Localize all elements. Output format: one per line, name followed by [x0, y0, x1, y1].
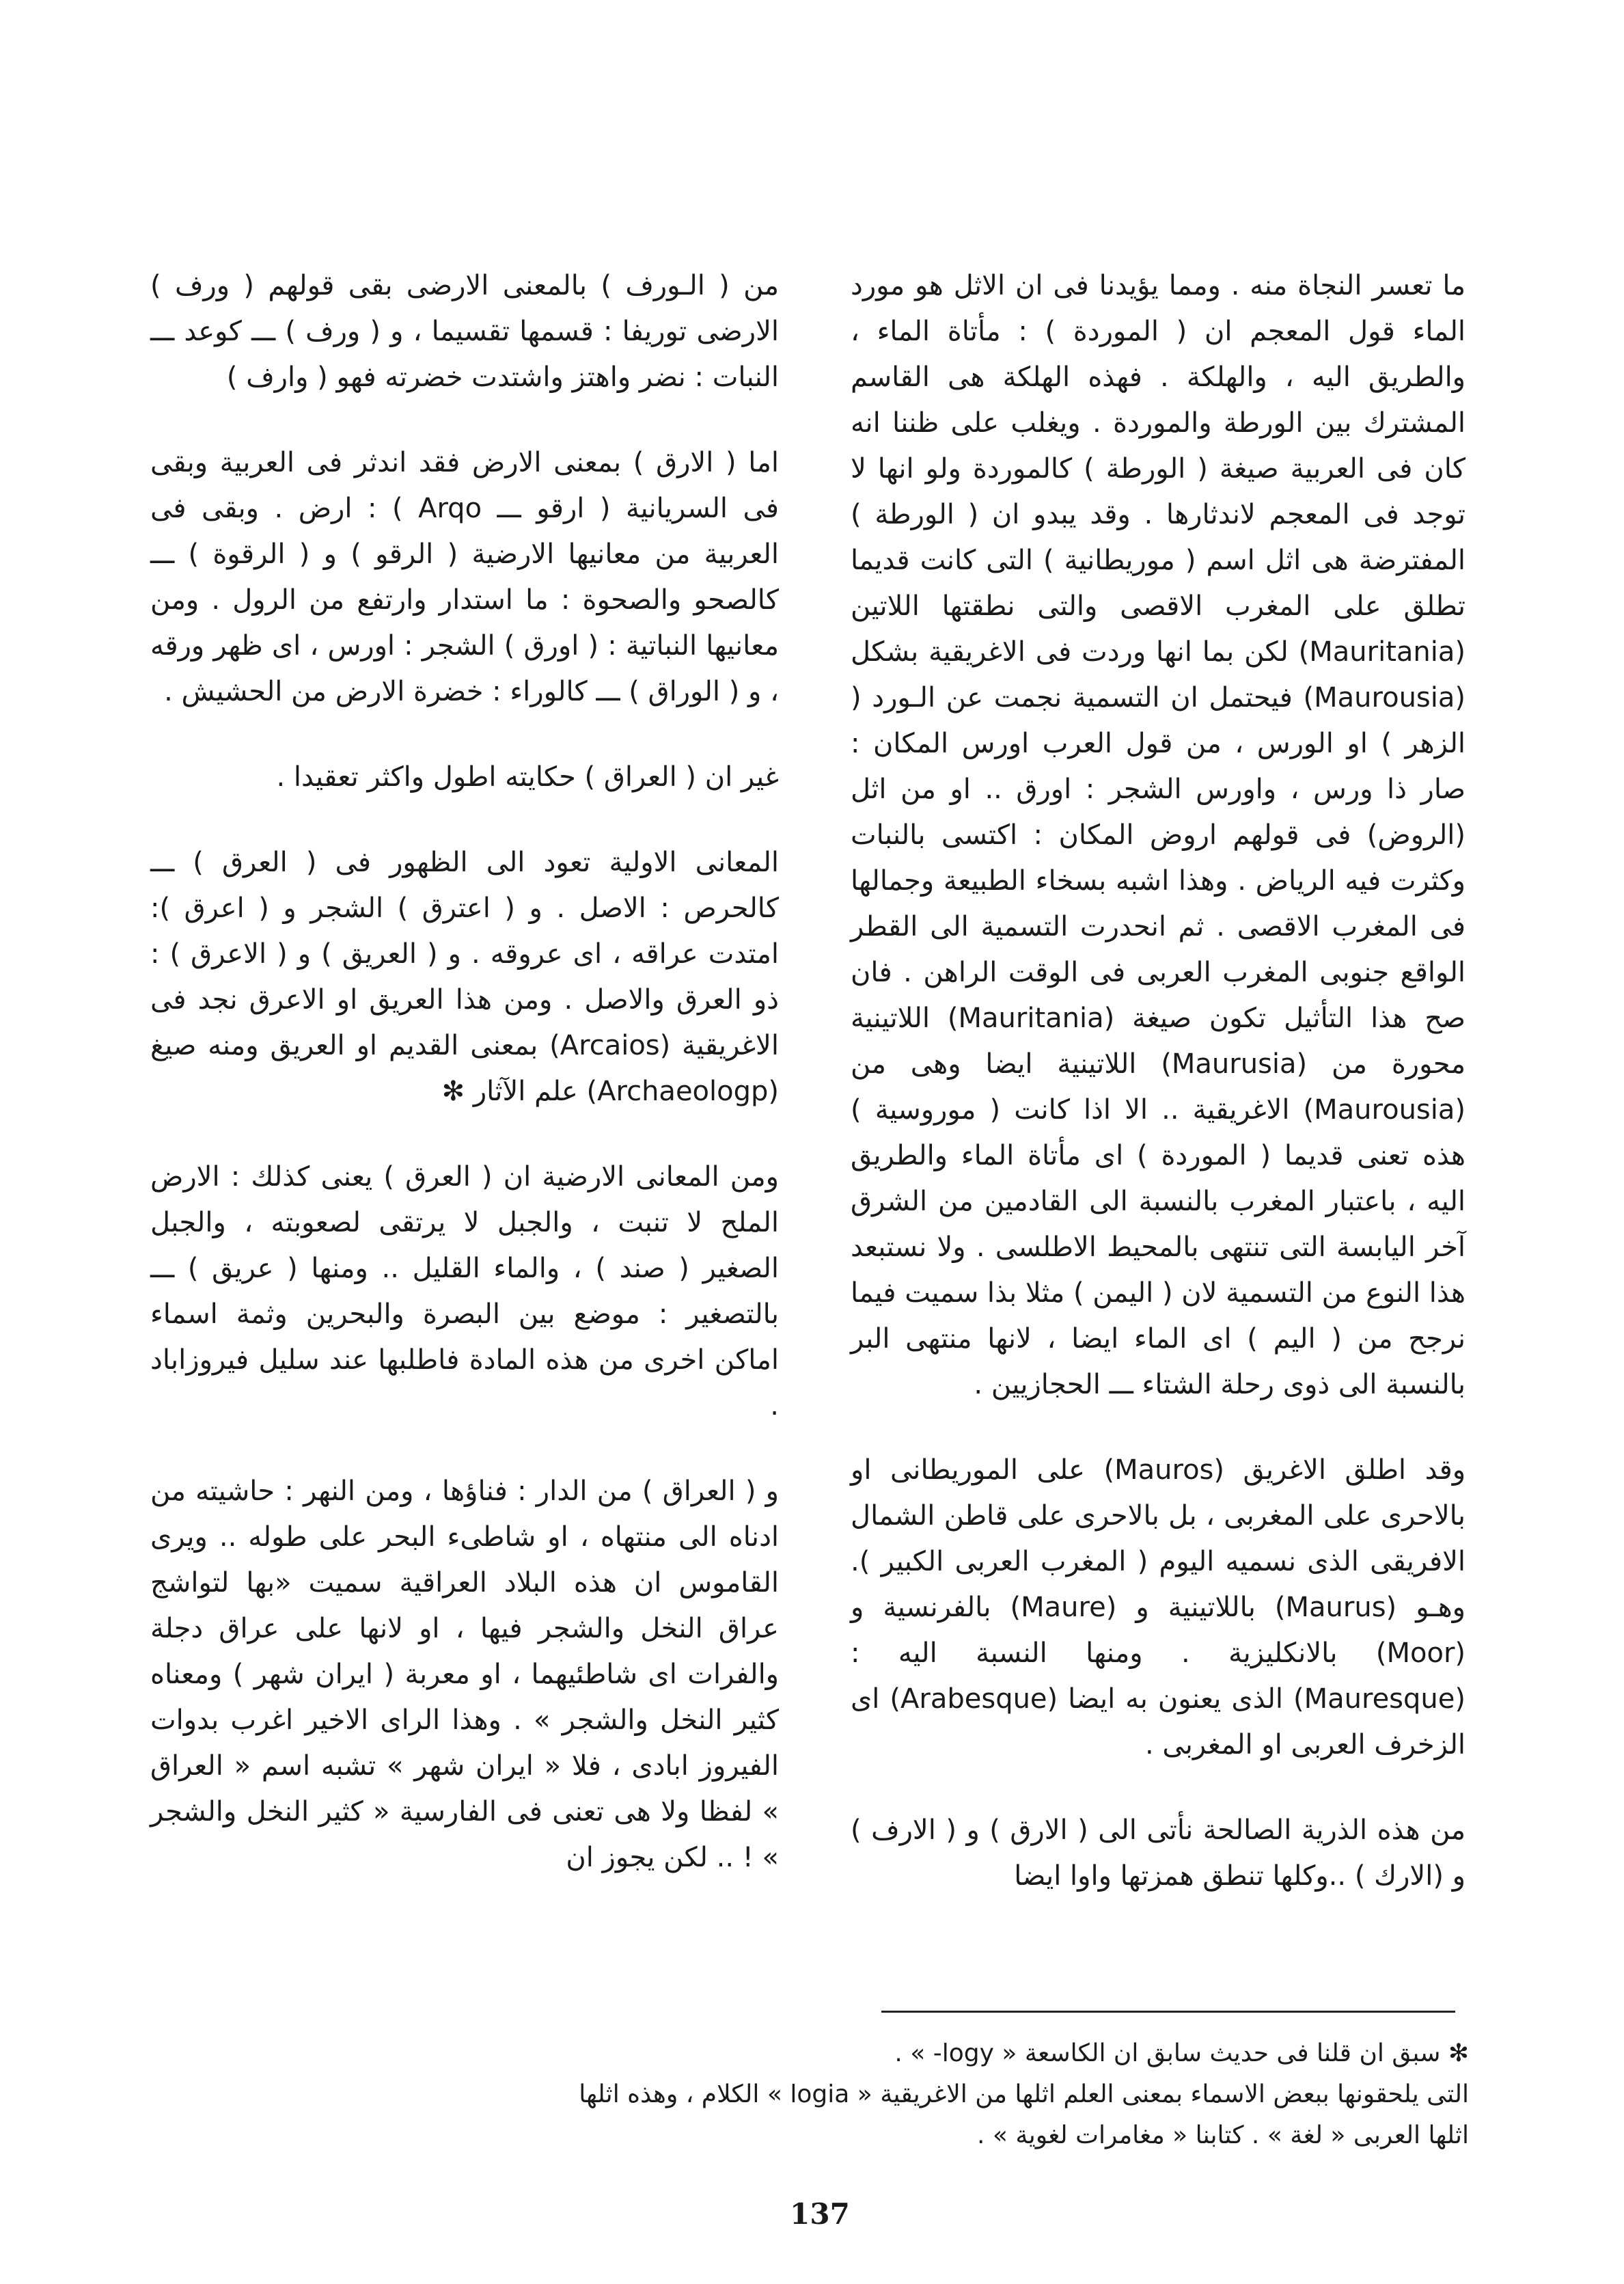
footnote-divider: [881, 2011, 1455, 2013]
left-column: [150, 263, 779, 1881]
footnote-line: ✻ سبق ان قلنا فى حديث سابق ان الكاسعة « logy- » .: [894, 2039, 1469, 2067]
paragraph: وقد اطلق الاغريق (Mauros) على الموريطانى او بالاحرى على المغربى ، بل بالاحرى على قاطن الشمال الافريقى الذى نسميه اليوم ( المغرب العربى الكبير ). وهـو (Maurus) باللاتينية و (Maure) بالفرنسية و (Moor) بالانكليزية . ومنها النسبة اليه : (Mauresque) الذى يعنون به ايضا (Arabesque) اى الزخرف العربى او المغربى .: [851, 1454, 1466, 1760]
paragraph: اما ( الارق ) بمعنى الارض فقد اندثر فى العربية وبقى فى السريانية ( ارقو ـــ Arqo ) : ارض . وبقى فى العربية من معانيها الارضية ( الرقو ) و ( الرقوة ) ـــ كالصحو والصحوة : ما استدار وارتفع من الرول . ومن معانيها النباتية : ( اورق ) الشجر : اورس ، اى ظهر ورقه ، و ( الوراق ) ـــ كالوراء : خضرة الارض من الحشيش .: [150, 447, 780, 707]
footnote-line: اثلها العربى « لغة » . كتابنا « مغامرات لغوية » .: [977, 2121, 1469, 2149]
footnote: [205, 2033, 1469, 2156]
paragraph: من هذه الذرية الصالحة نأتى الى ( الارق ) و ( الارف ) و (الارك ) ..وكلها تنطق همزتها واوا ايضا: [851, 1814, 1465, 1892]
paragraph: من ( الـورف ) بالمعنى الارضى بقى قولهم ( ورف ) الارضى توريفا : قسمها تقسيما ، و ( ورف ) ـــ كوعد ـــ النبات : نضر واهتز واشتدت خضرته فهو ( وارف ): [150, 270, 779, 393]
footnote-line: التى يلحقونها ببعض الاسماء بمعنى العلم اثلها من الاغريقية « logia » الكلام ، وهذه اثلها: [579, 2080, 1469, 2108]
paragraph: ما تعسر النجاة منه . ومما يؤيدنا فى ان الاثل هو مورد الماء قول المعجم ان ( الموردة ) : مأتاة الماء ، والطريق اليه ، والهلكة . فهذه الهلكة هى القاسم المشترك بين الورطة والموردة . ويغلب على ظننا انه كان فى العربية صيغة ( الورطة ) كالموردة ولو انها لا توجد فى المعجم لاندثارها . وقد يبدو ان ( الورطة ) المفترضة هى اثل اسم ( موريطانية ) التى كانت قديما تطلق على المغرب الاقصى والتى نطقتها اللاتين (Mauritania) لكن بما انها وردت فى الاغريقية بشكل (Maurousia) فيحتمل ان التسمية نجمت عن الـورد ( الزهر ) او الورس ، من قول العرب اورس المكان : صار ذا ورس ، واورس الشجر : اورق .. او من اثل (الروض) فى قولهم اروض المكان : اكتسى بالنبات وكثرت فيه الرياض . وهذا اشبه بسخاء الطبيعة وجمالها فى المغرب الاقصى . ثم انحدرت التسمية الى القطر الواقع جنوبى المغرب العربى فى الوقت الراهن . فان صح هذا التأثيل تكون صيغة (Mauritania) اللاتينية محورة من (Maurusia) اللاتينية ايضا وهى من (Maurousia) الاغريقية .. الا اذا كانت ( موروسية ) هذه تعنى قديما ( الموردة ) اى مأتاة الماء والطريق اليه ، باعتبار المغرب بالنسبة الى القادمين من الشرق آخر اليابسة التى تنتهى بالمحيط الاطلسى . ولا نستبعد هذا النوع من التسمية لان ( اليمن ) مثلا بذا سميت فيما نرجح من ( اليم ) اى الماء ايضا ، لانها منتهى البر بالنسبة الى ذوى رحلة الشتاء ـــ الحجازيين .: [851, 270, 1466, 1400]
paragraph: ومن المعانى الارضية ان ( العرق ) يعنى كذلك : الارض الملح لا تنبت ، والجبل لا يرتقى لصعوبته ، والجبل الصغير ( صند ) ، والماء القليل .. ومنها ( عريق ) ـــ بالتصغير : موضع بين البصرة والبحرين وثمة اسماء اماكن اخرى من هذه المادة فاطلبها عند سليل فيروزاباد .: [150, 1161, 779, 1422]
paragraph: المعانى الاولية تعود الى الظهور فى ( العرق ) ـــ كالحرص : الاصل . و ( اعترق ) الشجر و ( اعرق ): امتدت عراقه ، اى عروقه . و ( العريق ) و ( الاعرق ) : ذو العرق والاصل . ومن هذا العريق او الاعرق نجد فى الاغريقية (Arcaios) بمعنى القديم او العريق ومنه صيغ (Archaeologp) علم الآثار ✻: [150, 847, 779, 1107]
paragraph: و ( العراق ) من الدار : فناؤها ، ومن النهر : حاشيته من ادناه الى منتهاه ، او شاطىء البحر على طوله .. ويرى القاموس ان هذه البلاد العراقية سميت «بها لتواشج عراق النخل والشجر فيها ، او لانها على عراق دجلة والفرات اى شاطئيهما ، او معربة ( ايران شهر ) ومعناه كثير النخل والشجر » . وهذا الراى الاخير اغرب بدوات الفيروز ابادى ، فلا « ايران شهر » تشبه اسم « العراق » لفظا ولا هى تعنى فى الفارسية « كثير النخل والشجر » ! .. لكن يجوز ان: [150, 1476, 779, 1873]
page-number: 137: [790, 2197, 850, 2231]
paragraph: غير ان ( العراق ) حكايته اطول واكثر تعقيدا .: [276, 761, 779, 793]
right-column: [851, 263, 1465, 1899]
